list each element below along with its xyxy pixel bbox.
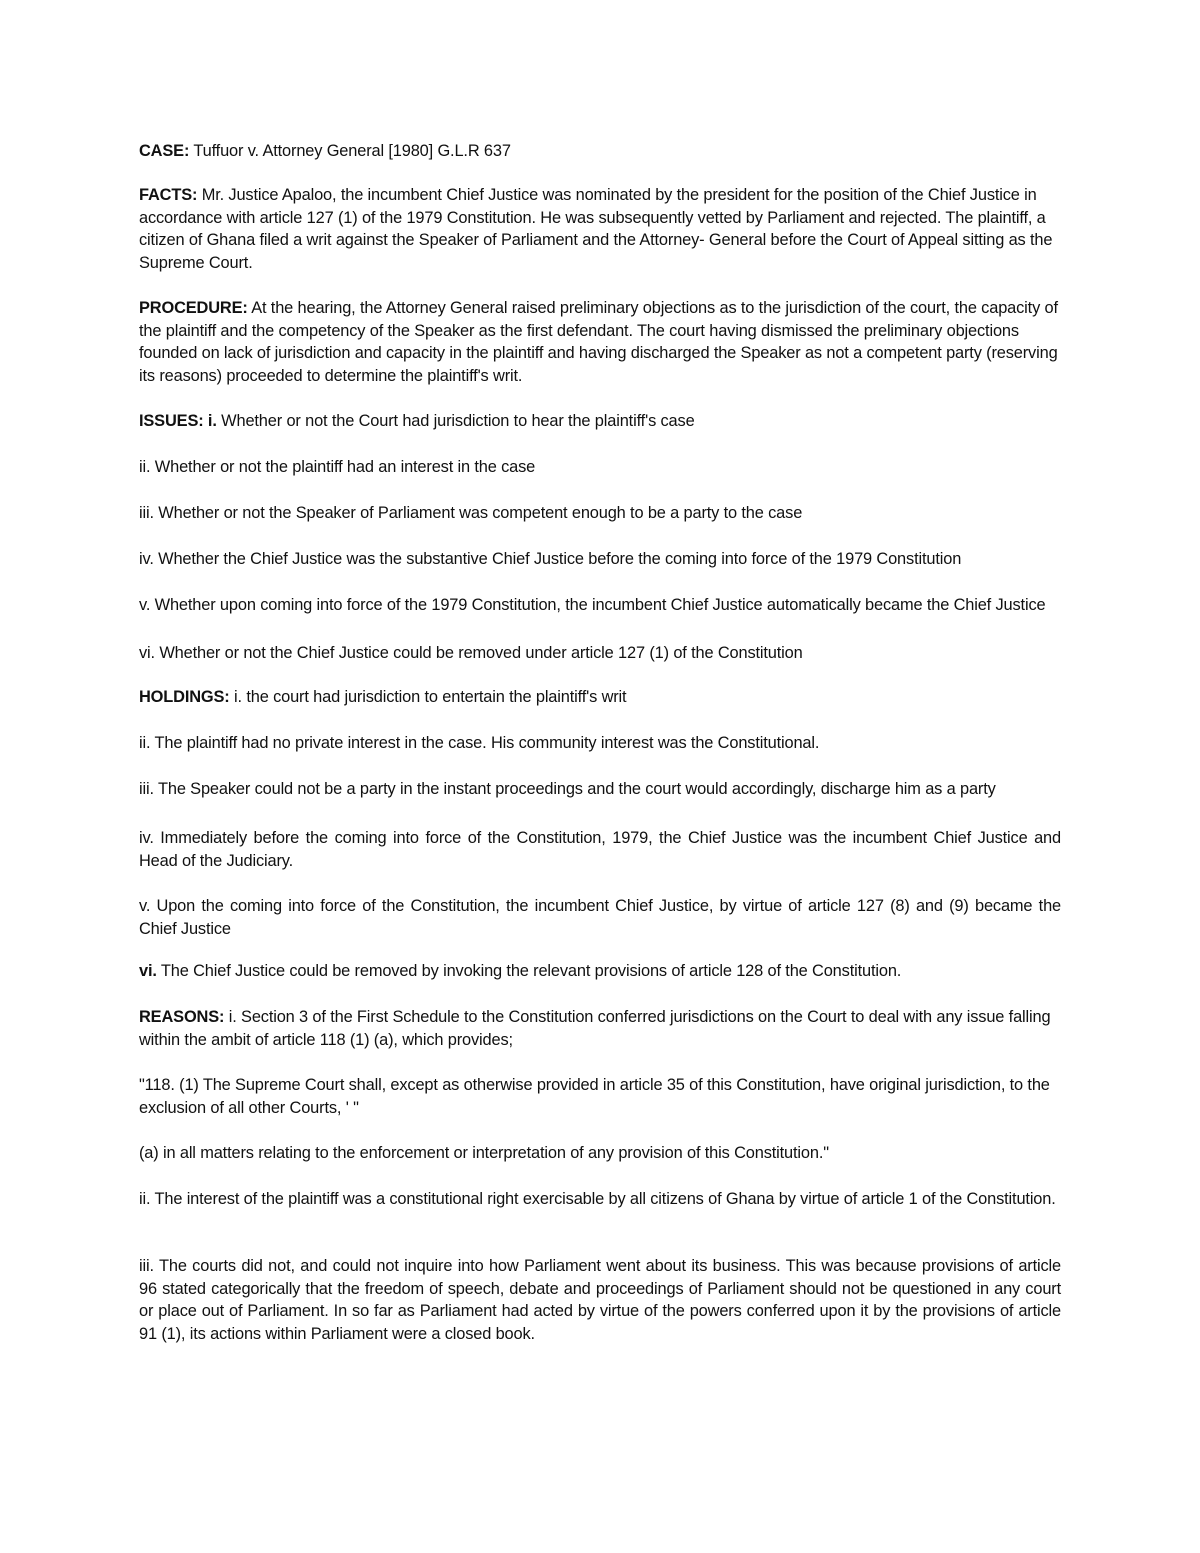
issue-item: ii. Whether or not the plaintiff had an interest in the case	[139, 458, 536, 476]
case-paragraph	[139, 140, 1061, 163]
issue-item: v. Whether upon coming into force of the 1979 Constitution, the incumbent Chief Justice automatically became the Chief Justice	[139, 596, 1046, 614]
issue-text: Whether or not the Court had jurisdiction to hear the plaintiff's case	[216, 412, 695, 430]
reason-text: i. Section 3 of the First Schedule to the Constitution conferred jurisdictions on the Court to deal with any issue falling within the ambit of article 118 (1) (a), which provides;	[139, 1008, 1051, 1049]
facts-text: Mr. Justice Apaloo, the incumbent Chief Justice was nominated by the president for the position of the Chief Justice in accordance with article 127 (1) of the 1979 Constitution. He was subsequently vetted by Parliament and rejected. The plaintiff, a citizen of Ghana filed a writ against the Speaker of Parliament and the Attorney- General before the Court of Appeal sitting as the Supreme Court.	[139, 186, 1053, 272]
procedure-text: At the hearing, the Attorney General raised preliminary objections as to the jurisdiction of the court, the capacity of the plaintiff and the competency of the Speaker as the first defendant. The court having dismissed the preliminary objections founded on lack of jurisdiction and capacity in the plaintiff and having discharged the Speaker as not a competent party (reserving its reasons) proceeded to determine the plaintiff's writ.	[139, 299, 1058, 385]
holding-item	[139, 960, 1061, 983]
procedure-paragraph	[139, 297, 1061, 387]
issues-label: ISSUES: i.	[139, 412, 217, 430]
holding-item: ii. The plaintiff had no private interest in the case. His community interest was the Constitutional.	[139, 734, 820, 752]
facts-label: FACTS:	[139, 186, 198, 204]
holding-item: iv. Immediately before the coming into force of the Constitution, 1979, the Chief Justice was the incumbent Chief Justice and Head of the Judiciary.	[139, 829, 1061, 870]
case-label: CASE:	[139, 142, 190, 160]
issue-item: vi. Whether or not the Chief Justice could be removed under article 127 (1) of the Constitution	[139, 644, 803, 662]
issue-item	[139, 410, 1061, 433]
reasons-label: REASONS:	[139, 1008, 225, 1026]
holdings-label: HOLDINGS:	[139, 688, 230, 706]
holding-item: v. Upon the coming into force of the Constitution, the incumbent Chief Justice, by virtue of article 127 (8) and (9) became the Chief Justice	[139, 897, 1061, 938]
reason-item: iii. The courts did not, and could not inquire into how Parliament went about its business. This was because provisions of article 96 stated categorically that the freedom of speech, debate and proceedings of Parliament should not be questioned in any court or place out of Parliament. In so far as Parliament had acted by virtue of the powers conferred upon it by the provisions of article 91 (1), its actions within Parliament were a closed book.	[139, 1257, 1061, 1343]
holding-item: iii. The Speaker could not be a party in the instant proceedings and the court would accordingly, discharge him as a party	[139, 780, 996, 798]
quoted-provision: (a) in all matters relating to the enforcement or interpretation of any provision of this Constitution."	[139, 1144, 829, 1162]
facts-paragraph	[139, 184, 1061, 274]
holding-item	[139, 686, 1061, 709]
holding-numeral: vi.	[139, 962, 157, 980]
issue-item: iv. Whether the Chief Justice was the substantive Chief Justice before the coming into force of the 1979 Constitution	[139, 550, 962, 568]
reason-item: ii. The interest of the plaintiff was a constitutional right exercisable by all citizens of Ghana by virtue of article 1 of the Constitution.	[139, 1190, 1056, 1208]
quoted-provision: "118. (1) The Supreme Court shall, except as otherwise provided in article 35 of this Constitution, have original jurisdiction, to the exclusion of all other Courts, ' "	[139, 1076, 1050, 1117]
case-citation: Tuffuor v. Attorney General [1980] G.L.R 637	[189, 142, 511, 160]
issue-item: iii. Whether or not the Speaker of Parliament was competent enough to be a party to the case	[139, 504, 803, 522]
procedure-label: PROCEDURE:	[139, 299, 248, 317]
reason-item	[139, 1006, 1061, 1051]
holding-text: i. the court had jurisdiction to entertain the plaintiff's writ	[229, 688, 627, 706]
holding-text: The Chief Justice could be removed by invoking the relevant provisions of article 128 of the Constitution.	[156, 962, 902, 980]
